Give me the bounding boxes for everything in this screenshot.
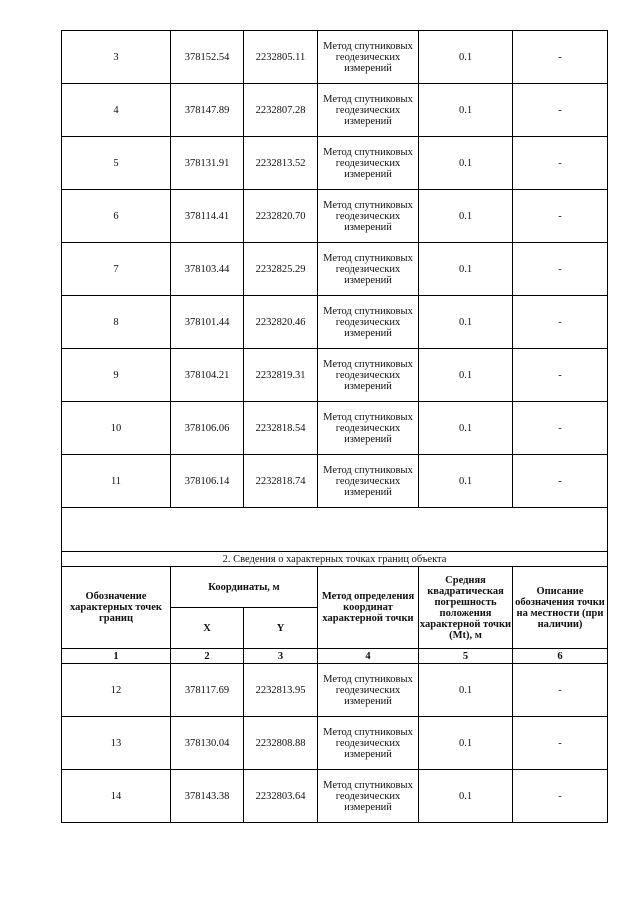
description: - (513, 31, 608, 84)
description: - (513, 190, 608, 243)
table-row (62, 190, 608, 243)
table-row (62, 664, 608, 717)
coord-y: 2232825.29 (244, 243, 318, 296)
description: - (513, 296, 608, 349)
error-value: 0.1 (419, 31, 513, 84)
table-row (62, 717, 608, 770)
coord-x: 378104.21 (171, 349, 244, 402)
description: - (513, 137, 608, 190)
section-title: 2. Сведения о характерных точках границ объекта (62, 552, 608, 567)
point-number: 13 (62, 717, 171, 770)
header-desc: Описание обозначения точки на местности (при наличии) (513, 567, 608, 649)
table-row (62, 31, 608, 84)
boundary-points-table (61, 30, 608, 823)
method: Метод спутниковых геодезических измерений (318, 402, 419, 455)
point-number: 4 (62, 84, 171, 137)
coord-y: 2232818.74 (244, 455, 318, 508)
description: - (513, 770, 608, 823)
coord-y: 2232803.64 (244, 770, 318, 823)
coord-y: 2232808.88 (244, 717, 318, 770)
col-number-3: 3 (244, 649, 318, 664)
coord-y: 2232820.70 (244, 190, 318, 243)
description: - (513, 349, 608, 402)
col-number-6: 6 (513, 649, 608, 664)
method: Метод спутниковых геодезических измерений (318, 717, 419, 770)
description: - (513, 243, 608, 296)
coord-y: 2232807.28 (244, 84, 318, 137)
coord-y: 2232813.52 (244, 137, 318, 190)
point-number: 5 (62, 137, 171, 190)
coord-x: 378103.44 (171, 243, 244, 296)
table-row (62, 455, 608, 508)
coord-x: 378147.89 (171, 84, 244, 137)
point-number: 14 (62, 770, 171, 823)
method: Метод спутниковых геодезических измерений (318, 190, 419, 243)
method: Метод спутниковых геодезических измерений (318, 770, 419, 823)
error-value: 0.1 (419, 455, 513, 508)
error-value: 0.1 (419, 137, 513, 190)
point-number: 10 (62, 402, 171, 455)
header-y: Y (244, 608, 318, 649)
coord-x: 378130.04 (171, 717, 244, 770)
error-value: 0.1 (419, 296, 513, 349)
coord-x: 378106.06 (171, 402, 244, 455)
point-number: 8 (62, 296, 171, 349)
col-number-1: 1 (62, 649, 171, 664)
header-error: Средняя квадратическая погрешность положения характерной точки (Mt), м (419, 567, 513, 649)
point-number: 3 (62, 31, 171, 84)
error-value: 0.1 (419, 84, 513, 137)
description: - (513, 717, 608, 770)
col-number-5: 5 (419, 649, 513, 664)
error-value: 0.1 (419, 190, 513, 243)
coord-x: 378106.14 (171, 455, 244, 508)
blank-row (62, 508, 608, 552)
error-value: 0.1 (419, 664, 513, 717)
table-row (62, 296, 608, 349)
method: Метод спутниковых геодезических измерений (318, 349, 419, 402)
error-value: 0.1 (419, 717, 513, 770)
coord-y: 2232818.54 (244, 402, 318, 455)
table-row (62, 349, 608, 402)
method: Метод спутниковых геодезических измерений (318, 455, 419, 508)
point-number: 9 (62, 349, 171, 402)
table-row (62, 770, 608, 823)
method: Метод спутниковых геодезических измерений (318, 664, 419, 717)
table-body-part1 (62, 31, 608, 508)
method: Метод спутниковых геодезических измерений (318, 31, 419, 84)
table-header (62, 567, 608, 664)
coord-x: 378131.91 (171, 137, 244, 190)
error-value: 0.1 (419, 402, 513, 455)
method: Метод спутниковых геодезических измерений (318, 84, 419, 137)
col-number-4: 4 (318, 649, 419, 664)
table-body-part2 (62, 664, 608, 823)
coord-y: 2232819.31 (244, 349, 318, 402)
table-row (62, 137, 608, 190)
table-row (62, 243, 608, 296)
coord-x: 378152.54 (171, 31, 244, 84)
header-method: Метод определения координат характерной точки (318, 567, 419, 649)
header-x: X (171, 608, 244, 649)
coord-x: 378101.44 (171, 296, 244, 349)
method: Метод спутниковых геодезических измерений (318, 243, 419, 296)
coord-x: 378114.41 (171, 190, 244, 243)
header-coords: Координаты, м (171, 567, 318, 608)
method: Метод спутниковых геодезических измерений (318, 137, 419, 190)
method: Метод спутниковых геодезических измерений (318, 296, 419, 349)
coord-y: 2232820.46 (244, 296, 318, 349)
table-gap (62, 508, 608, 567)
point-number: 7 (62, 243, 171, 296)
point-number: 12 (62, 664, 171, 717)
table-row (62, 84, 608, 137)
error-value: 0.1 (419, 770, 513, 823)
description: - (513, 402, 608, 455)
header-point: Обозначение характерных точек границ (62, 567, 171, 649)
description: - (513, 84, 608, 137)
coord-y: 2232805.11 (244, 31, 318, 84)
error-value: 0.1 (419, 243, 513, 296)
coord-x: 378143.38 (171, 770, 244, 823)
description: - (513, 455, 608, 508)
error-value: 0.1 (419, 349, 513, 402)
description: - (513, 664, 608, 717)
table-row (62, 402, 608, 455)
coord-x: 378117.69 (171, 664, 244, 717)
point-number: 6 (62, 190, 171, 243)
point-number: 11 (62, 455, 171, 508)
coord-y: 2232813.95 (244, 664, 318, 717)
col-number-2: 2 (171, 649, 244, 664)
